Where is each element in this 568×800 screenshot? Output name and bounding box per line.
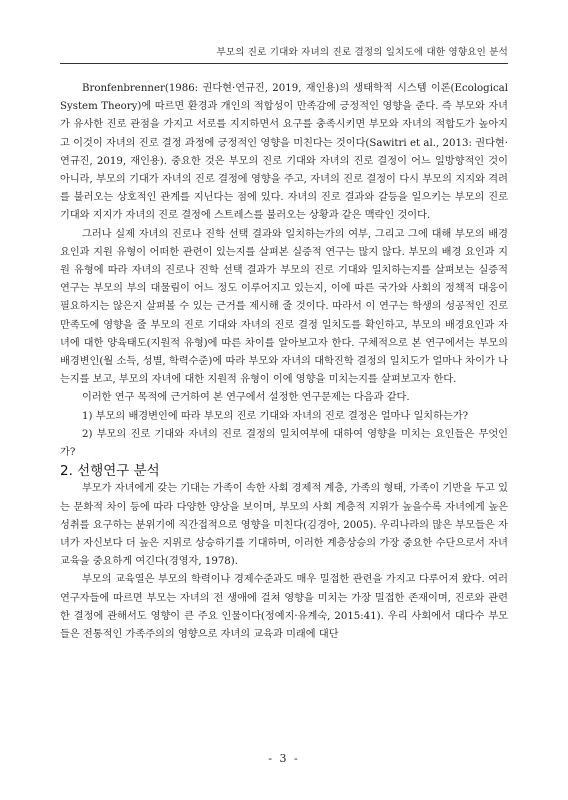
paragraph-3: 이러한 연구 목적에 근거하여 본 연구에서 설정한 연구문제는 다음과 같다. xyxy=(82,392,410,404)
research-question-1: 1) 부모의 배경변인에 따라 부모의 진로 기대와 자녀의 진로 결정은 얼마나 일치하는가? xyxy=(82,410,469,422)
research-question-2: 2) 부모의 진로 기대와 자녀의 진로 결정의 일치여부에 대하여 영향을 미치는 요인들은 무엇인가? xyxy=(60,428,508,459)
paragraph-2: 그러나 실제 자녀의 진로나 진학 선택 결과와 일치하는가의 여부, 그리고 그에 대해 부모의 배경 요인과 지원 유형이 어떠한 관련이 있는지를 살펴본 실증적 연구는 많지 않다. 부모의 배경 요인과 지원 유형에 따라 자녀의 진로나 진학 선택 결과가 부모의 진로 기대와 일치하는지를 살펴보는 실증적 연구는 부모의 부의 대물림이 어느 정도 이루어지고 있는지, 이에 따른 국가와 사회의 정책적 대응이 필요하지는 않은지 살펴볼 수 있는 근거를 제시해 줄 것이다. 따라서 이 연구는 학생의 성공적인 진로 만족도에 영향을 줄 부모의 진로 기대와 자녀의 진로 결정 일치도를 확인하고, 부모의 배경요인과 자녀에 대한 양육태도(지원적 유형)에 따른 차이를 알아보고자 한다. 구체적으로 본 연구에서는 부모의 배경변인(월 소득, 성별, 학력수준)에 따라 부모와 자녀의 대학진학 결정의 일치도가 얼마나 차이가 나는지를 보고, 부모의 자녀에 대한 지원적 유형이 이에 영향을 미치는지를 살펴보고자 한다. xyxy=(60,228,508,386)
body-text xyxy=(60,80,508,644)
paragraph-1: Bronfenbrenner(1986: 권다현·연규진, 2019, 재인용)의 생태학적 시스템 이론(Ecological System Theory)에 따르면 환경과 개인의 적합성이 만족감에 긍정적인 영향을 준다. 즉 부모와 자녀가 유사한 진로 관점을 가지고 서로를 지지하면서 요구를 충족시키면 부모와 자녀의 적합도가 높아지고 이것이 자녀의 진로 결정 과정에 긍정적인 영향을 미친다는 것이다(Sawitri et al., 2013: 권다현·연규진, 2019, 재인용). 중요한 것은 부모의 진로 기대와 자녀의 진로 결정이 어느 일방향적인 것이 아니라, 부모의 기대가 자녀의 진로 결정에 영향을 주고, 자녀의 진로 결정이 다시 부모의 지지와 격려를 불러오는 상호적인 관계를 지닌다는 점에 있다. 자녀의 진로 결과와 갈등을 일으키는 부모의 진로 기대와 지지가 자녀의 진로 결정에 스트레스를 불러오는 상황과 같은 맥락인 것이다. xyxy=(60,83,508,222)
running-header: 부모의 진로 기대와 자녀의 진로 결정의 일치도에 대한 영향요인 분석 xyxy=(60,44,508,64)
page-number: - 3 - xyxy=(268,752,300,765)
paragraph-5: 부모의 교육열은 부모의 학력이나 경제수준과도 매우 밀접한 관련을 가지고 다루어져 왔다. 여러 연구자들에 따르면 부모는 자녀의 전 생애에 걸쳐 영향을 미치는 가장 밀접한 존재이며, 진로와 관련한 결정에 관해서도 영향이 큰 주요 인물이다(정예지·유계숙, 2015:41). 우리 사회에서 대다수 부모들은 전통적인 가족주의의 영향으로 자녀의 교육과 미래에 대단 xyxy=(60,574,508,641)
paragraph-4: 부모가 자녀에게 갖는 기대는 가족이 속한 사회 경제적 계층, 가족의 형태, 가족이 기반을 두고 있는 문화적 차이 등에 따라 다양한 양상을 보이며, 부모의 사회 계층적 지위가 높을수록 자녀에게 높은 성취를 요구하는 분위기에 직간접적으로 영향을 미친다(김경아, 2005). 우리나라의 많은 부모들은 자녀가 자신보다 더 높은 지위로 상승하기를 기대하며, 이러한 계층상승의 가장 중요한 수단으로서 자녀교육을 중요하게 여긴다(경영자, 1978). xyxy=(60,483,508,568)
section-heading: 2. 선행연구 분석 xyxy=(60,463,160,480)
